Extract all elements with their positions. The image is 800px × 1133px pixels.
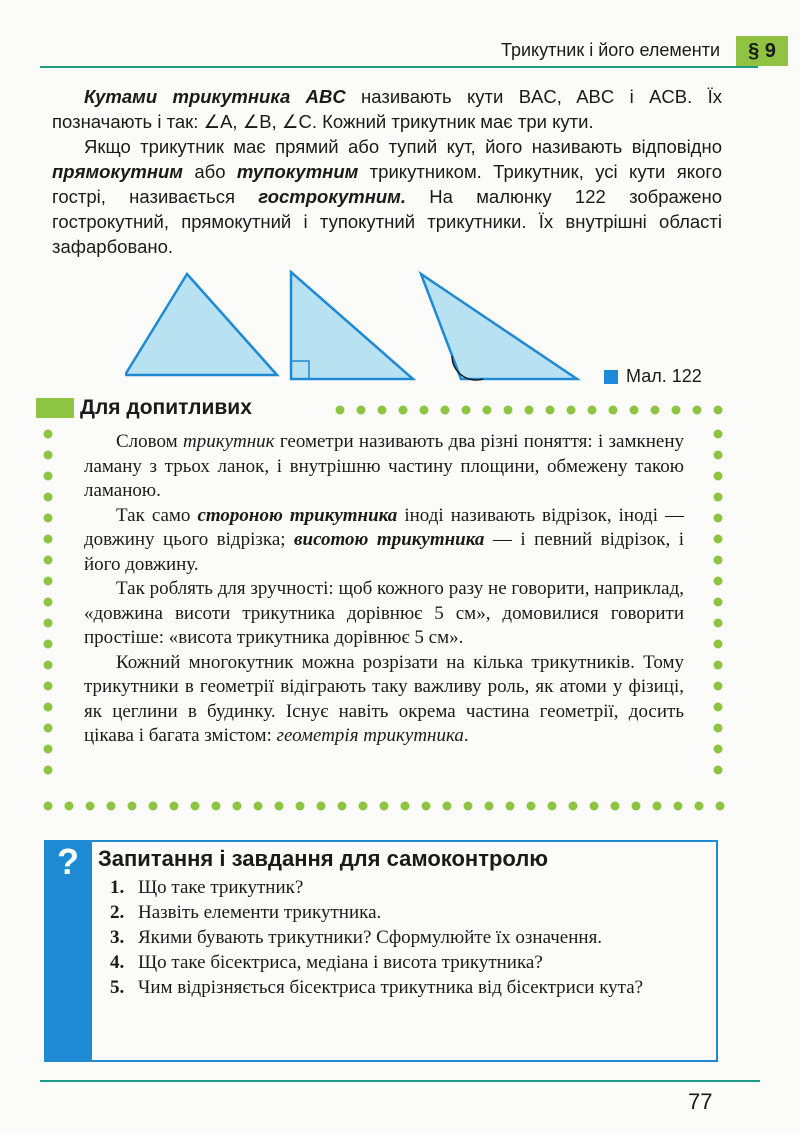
border-dot — [44, 619, 53, 628]
border-dot — [233, 802, 242, 811]
border-dot — [546, 406, 555, 415]
intro-p1-text: називають кути BAC, ABC і ACB. Їх позначають і так: ∠A, ∠B, ∠C. Кожний трикутник має три кути. — [52, 86, 722, 132]
border-dot — [170, 802, 179, 811]
border-dot — [44, 472, 53, 481]
border-dot — [44, 724, 53, 733]
border-dot — [44, 535, 53, 544]
border-dot — [44, 682, 53, 691]
border-dot — [128, 802, 137, 811]
border-dot — [44, 598, 53, 607]
curious-p1-text-a: Словом — [116, 431, 183, 452]
border-dot — [714, 766, 723, 775]
term-triangle-height: висотою трикутника — [294, 529, 485, 550]
border-dot — [254, 802, 263, 811]
caption-marker-icon — [604, 370, 618, 384]
border-dot — [714, 724, 723, 733]
border-dot — [714, 430, 723, 439]
border-dot — [569, 802, 578, 811]
curious-p1-text-b: геометри називають два різні поняття: і замкнену ламану з трьох ланок, і внутрішню частину площини, обмежену такою ламаною. — [84, 431, 684, 501]
border-dot — [422, 802, 431, 811]
border-dot — [44, 493, 53, 502]
border-dot — [714, 640, 723, 649]
border-dot — [714, 493, 723, 502]
border-dot — [588, 406, 597, 415]
border-dot — [357, 406, 366, 415]
curious-p2-text-a: Так само — [116, 504, 198, 526]
border-dot — [464, 802, 473, 811]
question-text: Назвіть елементи трикутника. — [138, 902, 382, 923]
border-dot — [65, 802, 74, 811]
curious-paragraph-2 — [84, 504, 684, 578]
border-dot — [632, 802, 641, 811]
question-text: Що таке бісектриса, медіана і висота трикутника? — [138, 952, 543, 973]
border-dot — [525, 406, 534, 415]
curious-text — [84, 430, 684, 749]
curious-p2-text-c: — і певний відрізок, і його довжину. — [84, 529, 684, 575]
border-dot — [191, 802, 200, 811]
border-dot — [714, 577, 723, 586]
border-dot — [714, 472, 723, 481]
border-dot — [399, 406, 408, 415]
border-dot — [296, 802, 305, 811]
border-dot — [609, 406, 618, 415]
border-dot — [590, 802, 599, 811]
border-dot — [714, 745, 723, 754]
border-dot — [506, 802, 515, 811]
curious-paragraph-1 — [84, 430, 684, 504]
border-dot — [653, 802, 662, 811]
border-dot — [714, 514, 723, 523]
border-dot — [44, 451, 53, 460]
intro-p2-text-c: трикутником. Трикутник, усі кути якого гострі, називається — [52, 161, 722, 207]
border-dot — [651, 406, 660, 415]
curious-title: Для допитливих — [80, 396, 260, 420]
question-number: 5. — [110, 977, 125, 998]
border-dot — [378, 406, 387, 415]
question-text: Що таке трикутник? — [138, 877, 304, 898]
footer-rule — [40, 1080, 760, 1082]
border-dot — [338, 802, 347, 811]
border-dot — [695, 802, 704, 811]
border-dot — [714, 556, 723, 565]
border-dot — [548, 802, 557, 811]
border-dot — [714, 598, 723, 607]
figure-122-triangles — [125, 270, 585, 390]
border-dot — [504, 406, 513, 415]
border-dot — [359, 802, 368, 811]
border-dot — [611, 802, 620, 811]
border-dot — [44, 556, 53, 565]
border-dot — [336, 406, 345, 415]
border-dot — [672, 406, 681, 415]
question-number: 2. — [110, 902, 125, 923]
acute-triangle — [125, 274, 277, 375]
border-dot — [443, 802, 452, 811]
question-item — [110, 901, 700, 924]
curious-paragraph-3: Так роблять для зручності: щоб кожного разу не говорити, наприклад, «довжина висоти трикутника дорівнює 5 см», домовилися говорити простіше: «висота трикутника дорівнює 5 см». — [84, 578, 684, 648]
border-dot — [441, 406, 450, 415]
intro-paragraph-2 — [52, 134, 722, 259]
question-number: 4. — [110, 952, 125, 973]
border-dot — [714, 703, 723, 712]
page-number: 77 — [688, 1089, 713, 1114]
figure-caption — [604, 366, 702, 387]
border-dot — [401, 802, 410, 811]
intro-p2-text-a: Якщо трикутник має прямий або тупий кут, його називають відповідно — [84, 136, 722, 157]
border-dot — [714, 682, 723, 691]
border-dot — [483, 406, 492, 415]
term-triangle-geometry: геометрія трикутника — [276, 725, 464, 746]
curious-p4-text-b: . — [463, 725, 469, 746]
question-mark-icon: ? — [57, 841, 79, 882]
border-dot — [44, 703, 53, 712]
curious-label-bar — [36, 398, 74, 418]
border-dot — [44, 577, 53, 586]
questions-list — [110, 876, 700, 1001]
border-dot — [716, 802, 725, 811]
intro-p2-text-d: На малюнку 122 зображено гострокутний, прямокутний і тупокутний трикутники. Їх внутрішні області зафарбовано. — [52, 186, 722, 257]
border-dot — [630, 406, 639, 415]
figure-caption-text: Мал. 122 — [626, 366, 702, 386]
border-dot — [714, 619, 723, 628]
border-dot — [714, 661, 723, 670]
question-text: Якими бувають трикутники? Сформулюйте їх означення. — [138, 927, 603, 948]
question-number: 1. — [110, 877, 125, 898]
border-dot — [44, 514, 53, 523]
curious-paragraph-4 — [84, 651, 684, 749]
border-dot — [693, 406, 702, 415]
border-dot — [44, 802, 53, 811]
question-text: Чим відрізняється бісектриса трикутника від бісектриси кута? — [138, 977, 644, 998]
border-dot — [212, 802, 221, 811]
border-dot — [44, 640, 53, 649]
border-dot — [674, 802, 683, 811]
intro-p2-text-b: або — [182, 161, 237, 182]
curious-p2-text-b: іноді називають відрізок, іноді — довжину цього відрізка; — [84, 504, 684, 550]
term-right-triangle: прямокутним — [52, 161, 183, 182]
intro-text — [52, 84, 722, 259]
question-item — [110, 976, 700, 999]
border-dot — [714, 451, 723, 460]
intro-paragraph-1 — [52, 84, 722, 134]
border-dot — [714, 535, 723, 544]
border-dot — [527, 802, 536, 811]
border-dot — [317, 802, 326, 811]
border-dot — [462, 406, 471, 415]
section-badge: § 9 — [736, 36, 788, 66]
border-dot — [567, 406, 576, 415]
running-header: Трикутник і його елементи — [500, 40, 720, 60]
border-dot — [107, 802, 116, 811]
border-dot — [420, 406, 429, 415]
border-dot — [380, 802, 389, 811]
term-triangle-side: стороною трикутника — [197, 504, 398, 526]
question-item — [110, 926, 700, 949]
curious-p4-text-a: Кожний многокутник можна розрізати на кілька трикутників. Тому трикутники в геометрії відіграють таку важливу роль, як атоми у фізиці, як цеглини в будинку. Існує навіть окрема частина геометрії, досить цікава і багата змістом: — [84, 651, 684, 746]
obtuse-triangle — [421, 274, 577, 379]
border-dot — [275, 802, 284, 811]
border-dot — [44, 661, 53, 670]
border-dot — [149, 802, 158, 811]
header-rule — [40, 66, 758, 68]
border-dot — [44, 430, 53, 439]
border-dot — [714, 406, 723, 415]
term-acute-triangle: гострокутним. — [258, 186, 406, 207]
question-number: 3. — [110, 927, 125, 948]
term-obtuse-triangle: тупокутним — [236, 161, 359, 182]
border-dot — [485, 802, 494, 811]
question-item — [110, 951, 700, 974]
term-triangle-angles: Кутами трикутника ABC — [84, 86, 346, 107]
border-dot — [86, 802, 95, 811]
border-dot — [44, 766, 53, 775]
question-item — [110, 876, 700, 899]
questions-title: Запитання і завдання для самоконтролю — [98, 846, 549, 871]
border-dot — [44, 745, 53, 754]
term-triangle: трикутник — [182, 431, 275, 452]
